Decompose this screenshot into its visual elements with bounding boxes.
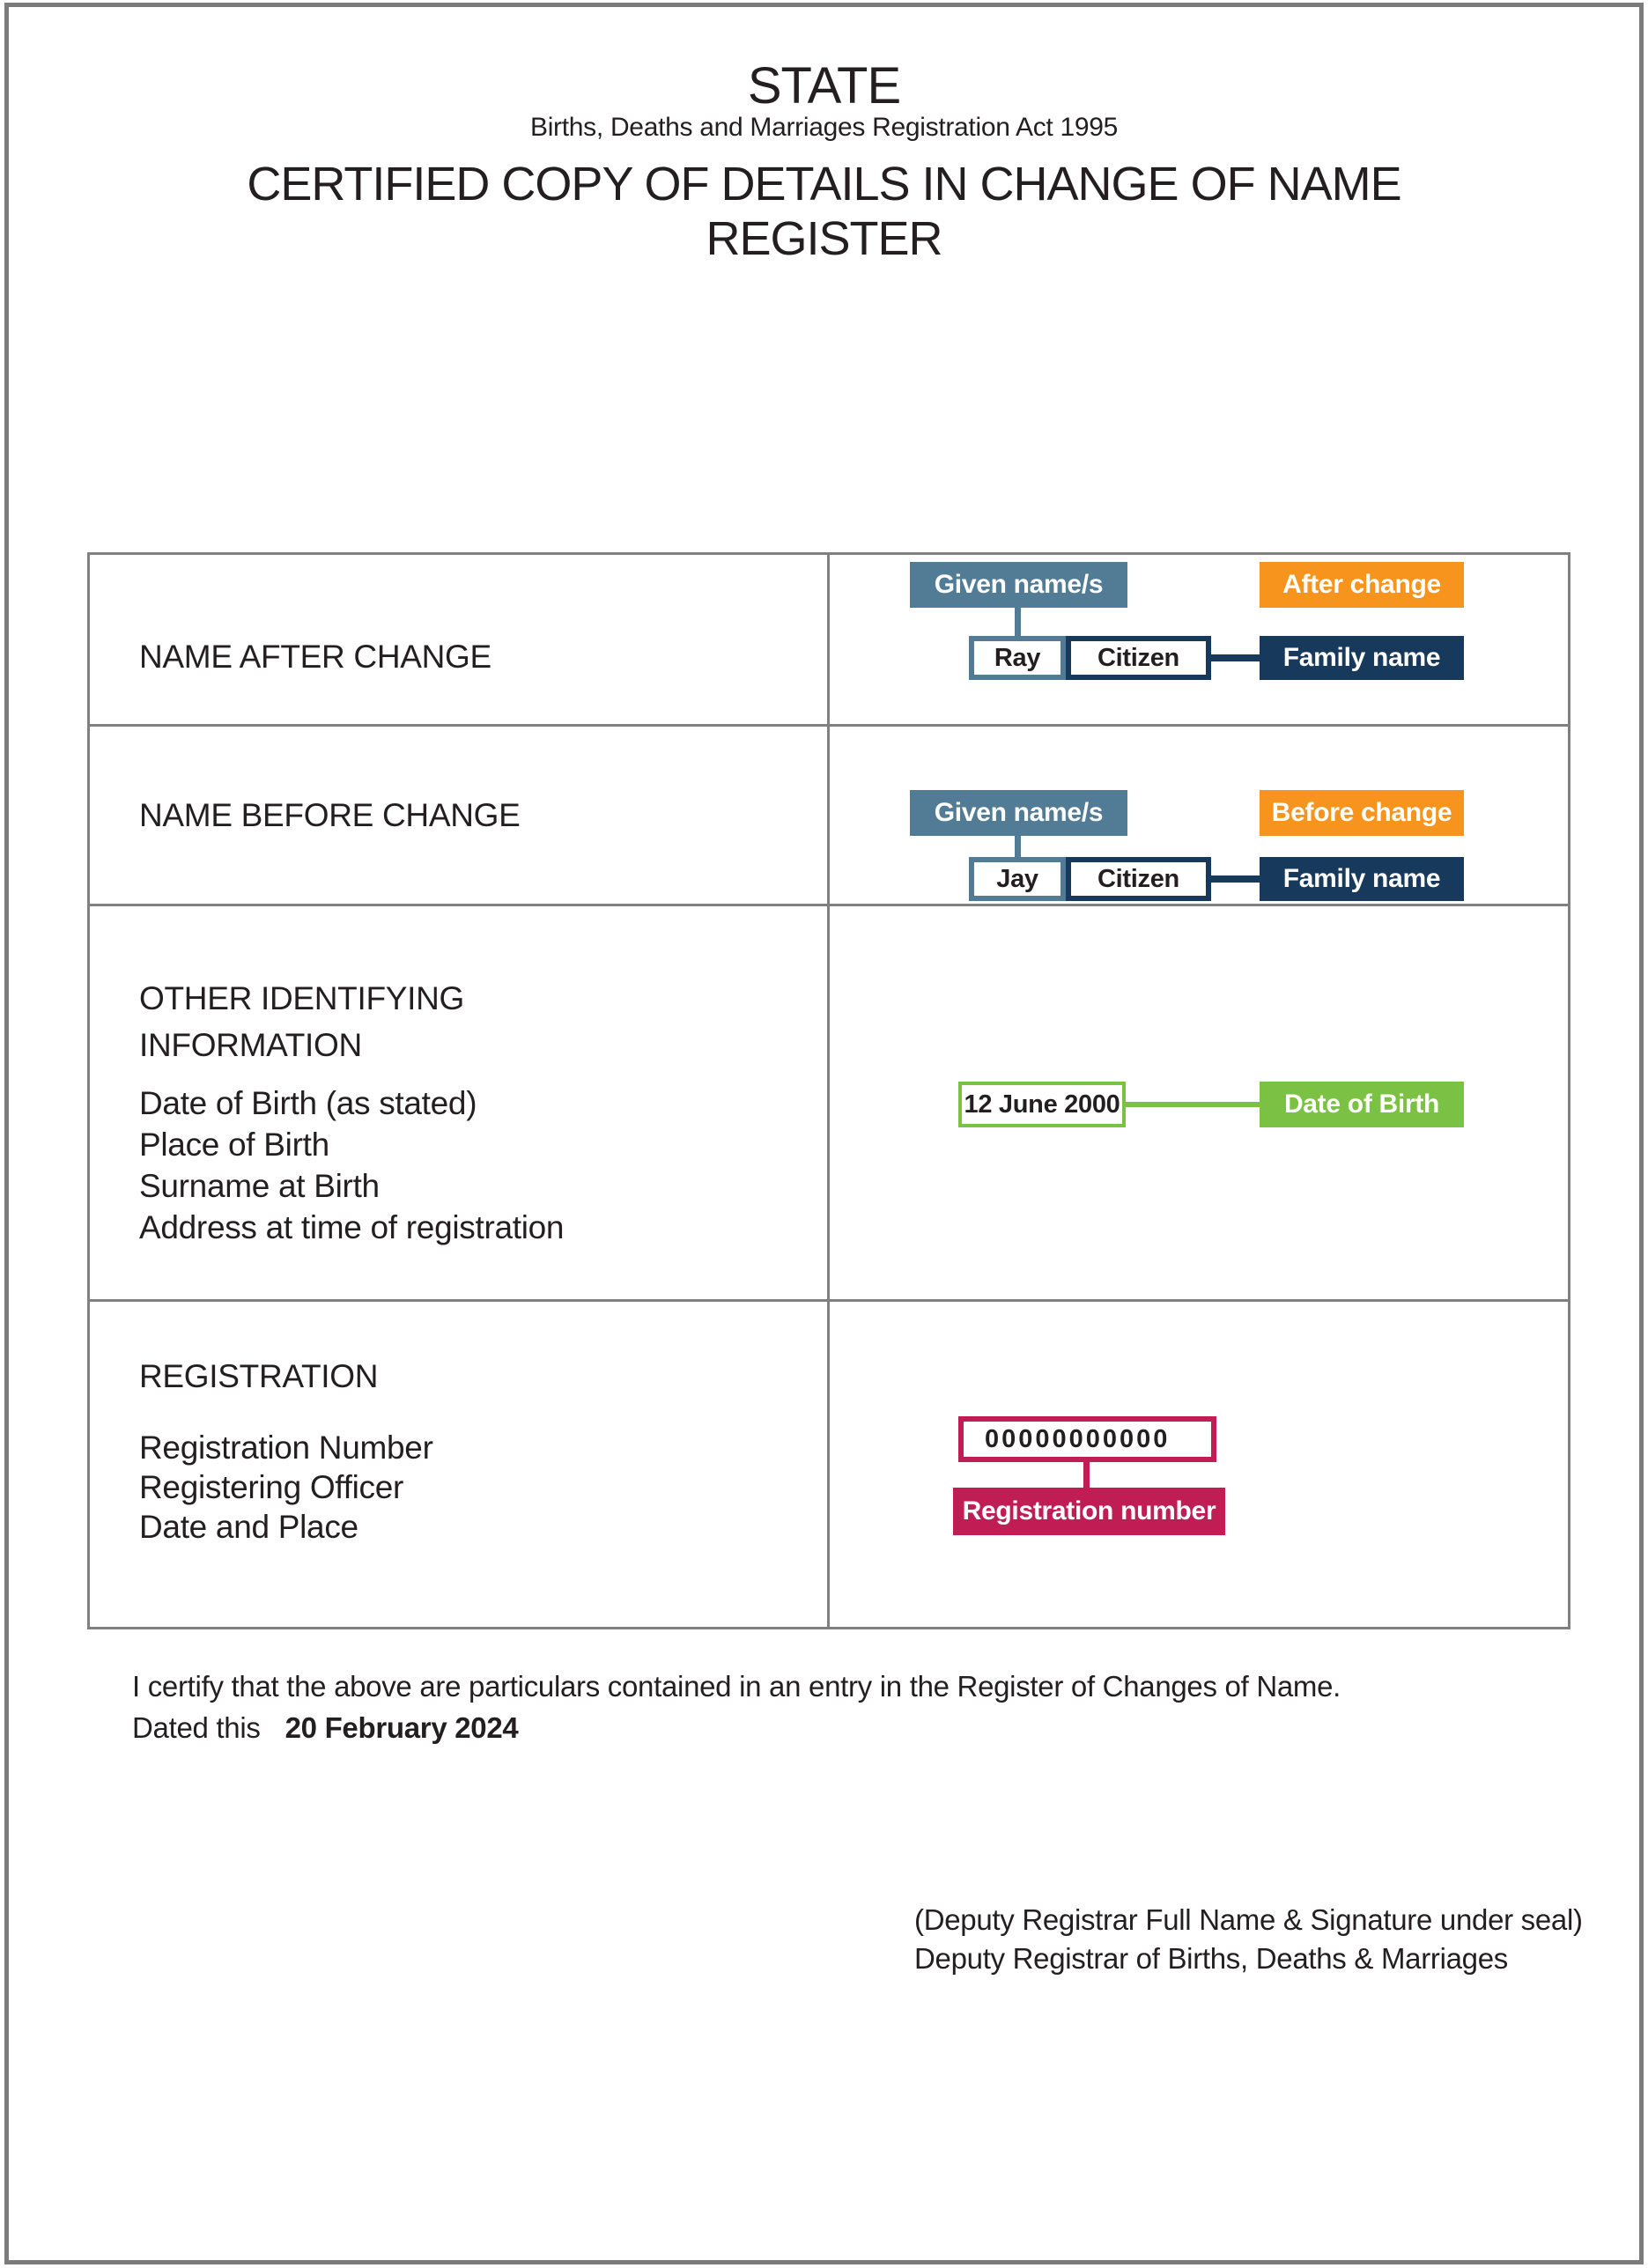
row-label: REGISTRATION [139, 1358, 379, 1394]
family-name-tag: Family name [1260, 857, 1464, 901]
list-item: Registration Number [139, 1430, 433, 1466]
date-of-birth-connector-line [1126, 1102, 1260, 1107]
signature-note: (Deputy Registrar Full Name & Signature under seal) [914, 1903, 1583, 1936]
list-item: Address at time of registration [139, 1209, 565, 1245]
row-label-cell [90, 906, 827, 1299]
registrar-signature-block [914, 1901, 1583, 1978]
row-item-list [139, 1082, 827, 1248]
family-name-connector-line [1211, 875, 1260, 883]
family-name-connector-line [1211, 654, 1260, 661]
list-item: Place of Birth [139, 1127, 329, 1163]
row-other-identifying-information [90, 906, 1568, 1302]
row-content-cell [827, 727, 1568, 904]
row-label-cell [90, 1302, 827, 1629]
family-name-tag: Family name [1260, 636, 1464, 680]
act-subtitle: Births, Deaths and Marriages Registration Act 1995 [529, 113, 1119, 142]
list-item: Date of Birth (as stated) [139, 1085, 477, 1121]
family-name-value-box: Citizen [1066, 857, 1211, 901]
dated-label: Dated this [132, 1711, 261, 1744]
row-label-cell [90, 727, 827, 904]
given-name-value-box: Jay [969, 857, 1066, 901]
list-item: Surname at Birth [139, 1168, 380, 1204]
given-name-value-box: Ray [969, 636, 1066, 680]
registration-number-tag: Registration number [953, 1488, 1225, 1535]
date-of-birth-value-box: 12 June 2000 [958, 1082, 1126, 1127]
list-item: Registering Officer [139, 1469, 404, 1505]
certification-statement: I certify that the above are particulars contained in an entry in the Register of Changes of Name. [132, 1670, 1341, 1703]
given-name-connector-line [1015, 608, 1021, 637]
dated-line [132, 1711, 518, 1745]
list-item: Date and Place [139, 1509, 358, 1545]
row-registration [90, 1302, 1568, 1629]
given-name-tag: Given name/s [910, 562, 1127, 608]
row-name-before-change [90, 727, 1568, 906]
row-label-cell [90, 555, 827, 724]
row-label: NAME AFTER CHANGE [139, 639, 491, 675]
row-item-list [139, 1428, 827, 1547]
row-content-cell [827, 555, 1568, 724]
date-of-birth-tag: Date of Birth [1260, 1082, 1464, 1127]
registrar-title: Deputy Registrar of Births, Deaths & Marriages [914, 1942, 1508, 1975]
certificate-table [87, 552, 1570, 1629]
document-heading: CERTIFIED COPY OF DETAILS IN CHANGE OF NAME REGISTER [247, 158, 1401, 265]
after-change-tag: After change [1260, 562, 1464, 608]
registration-number-value-box: 00000000000 [958, 1416, 1216, 1462]
state-title: STATE [747, 57, 901, 115]
registration-number-connector-line [1083, 1462, 1090, 1489]
given-name-connector-line [1015, 836, 1021, 858]
before-change-tag: Before change [1260, 790, 1464, 836]
row-content-cell [827, 906, 1568, 1299]
row-content-cell [827, 1302, 1568, 1629]
row-label: OTHER IDENTIFYING INFORMATION [139, 980, 465, 1063]
row-label: NAME BEFORE CHANGE [139, 796, 521, 833]
given-name-tag: Given name/s [910, 790, 1127, 836]
dated-value: 20 February 2024 [285, 1711, 519, 1744]
row-name-after-change [90, 555, 1568, 727]
family-name-value-box: Citizen [1066, 636, 1211, 680]
